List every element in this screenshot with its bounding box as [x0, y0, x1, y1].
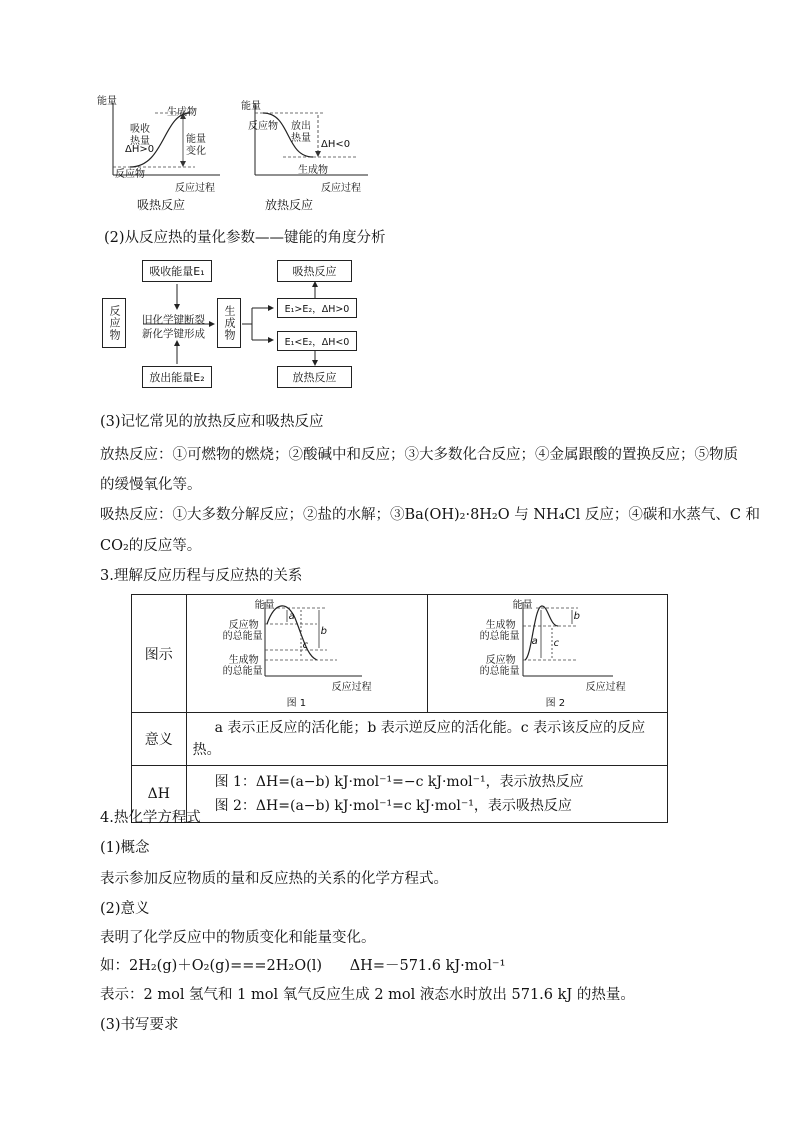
bond-form-label: 新化学键形成	[142, 328, 205, 340]
section-2-heading: (2)从反应热的量化参数——键能的角度分析	[104, 230, 386, 246]
release-label-2: 热量	[291, 133, 311, 144]
c-label: c	[302, 639, 309, 651]
example-explanation: 表示：2 mol 氢气和 1 mol 氧气反应生成 2 mol 液态水时放出 571.6 kJ 的热量。	[100, 987, 635, 1003]
figure-1-plot	[187, 596, 427, 712]
x-axis-label: 反应过程	[331, 681, 372, 693]
figure-caption: 图 1	[286, 697, 307, 709]
change-label-1: 能量	[186, 134, 206, 145]
product-label: 生成物	[167, 107, 197, 118]
top-label-2: 的总能量	[479, 630, 520, 642]
release-label-3: ΔH<0	[321, 139, 351, 150]
y-axis-label: 能量	[241, 101, 261, 112]
figure-caption: 图 2	[545, 697, 566, 709]
c-label: c	[553, 637, 560, 649]
table-row	[132, 595, 668, 713]
delta-h-line-1: 图 1：ΔH=(a−b) kJ·mol⁻¹=−c kJ·mol⁻¹，表示放热反应	[214, 774, 584, 790]
row-label-delta-h: ΔH	[132, 766, 187, 823]
release-label-1: 放出	[291, 121, 311, 132]
top-label-2: 的总能量	[222, 630, 263, 642]
table-row	[132, 766, 668, 823]
meaning-heading: (2)意义	[100, 901, 150, 917]
y-axis-label: 能量	[254, 599, 275, 611]
row-label-meaning: 意义	[132, 713, 187, 766]
top-label-1: 生成物	[485, 619, 516, 631]
reactant-label: 反应物	[115, 169, 145, 180]
exo-condition-box: E₁<E₂，ΔH<0	[277, 331, 357, 351]
b-label: b	[573, 610, 580, 622]
absorb-label-2: 热量	[130, 136, 150, 147]
section-3-main-heading: 3.理解反应历程与反应热的关系	[100, 568, 303, 584]
absorb-label-1: 吸收	[130, 124, 150, 135]
endo-reactions-line-1: 吸热反应：①大多数分解反应；②盐的水解；③Ba(OH)₂·8H₂O 与 NH₄Cl 反应；④碳和水蒸气、C 和	[100, 507, 761, 523]
exo-reactions-line-2: 的缓慢氧化等。	[100, 477, 202, 493]
y-axis-label: 能量	[97, 96, 117, 107]
absorb-energy-box: 吸收能量E₁	[142, 260, 212, 282]
absorb-label-3: ΔH>0	[125, 144, 155, 155]
x-axis-label: 反应过程	[175, 183, 215, 194]
reactant-label: 反应物	[248, 121, 278, 132]
figure-2-cell	[427, 595, 667, 713]
release-energy-box: 放出能量E₂	[142, 366, 212, 388]
x-axis-label: 反应过程	[321, 183, 361, 194]
bond-break-label: 旧化学键断裂	[142, 314, 205, 326]
concept-heading: (1)概念	[100, 840, 150, 856]
product-label: 生成物	[298, 165, 328, 176]
endo-condition-box: E₁>E₂，ΔH>0	[277, 298, 357, 318]
bottom-label-2: 的总能量	[222, 665, 263, 677]
figure-2-plot	[428, 596, 662, 712]
writing-requirements-heading: (3)书写要求	[100, 1017, 179, 1033]
bond-energy-flowchart	[100, 258, 370, 390]
concept-text: 表示参加反应物质的量和反应热的关系的化学方程式。	[100, 871, 448, 887]
bottom-label-1: 生成物	[228, 654, 259, 666]
endo-reactions-line-2: CO₂的反应等。	[100, 538, 202, 554]
table-row	[132, 713, 668, 766]
exothermic-box: 放热反应	[277, 366, 352, 388]
y-axis-label: 能量	[512, 599, 533, 611]
product-box: 生成物	[217, 298, 241, 348]
figure-1-cell	[186, 595, 427, 713]
top-label-1: 反应物	[228, 619, 259, 631]
section-4-heading: 4.热化学方程式	[100, 810, 201, 826]
delta-h-line-2: 图 2：ΔH=(a−b) kJ·mol⁻¹=c kJ·mol⁻¹，表示吸热反应	[214, 798, 572, 814]
endothermic-diagram	[95, 95, 225, 215]
example-equation: 如：2H₂(g)＋O₂(g)===2H₂O(l) ΔH=－571.6 kJ·mol⁻¹	[100, 958, 506, 974]
caption: 吸热反应	[137, 198, 186, 212]
meaning-line-1: a 表示正反应的活化能；b 表示逆反应的活化能。c 表示该反应的反应	[214, 720, 646, 736]
reaction-process-table	[131, 594, 668, 823]
a-label: a	[531, 635, 538, 647]
bottom-label-1: 反应物	[485, 654, 516, 666]
meaning-text: 表明了化学反应中的物质变化和能量变化。	[100, 930, 376, 946]
section-3-heading: (3)记忆常见的放热反应和吸热反应	[100, 414, 324, 430]
meaning-cell	[186, 713, 667, 766]
x-axis-label: 反应过程	[585, 681, 626, 693]
change-label-2: 变化	[186, 146, 206, 157]
endothermic-box: 吸热反应	[277, 260, 352, 282]
exo-reactions-line-1: 放热反应：①可燃物的燃烧；②酸碱中和反应；③大多数化合反应；④金属跟酸的置换反应；⑤物质	[100, 447, 738, 463]
reactant-box: 反应物	[102, 298, 126, 348]
caption: 放热反应	[265, 198, 314, 212]
delta-h-cell	[186, 766, 667, 823]
bottom-label-2: 的总能量	[479, 665, 520, 677]
exothermic-diagram	[243, 95, 373, 215]
b-label: b	[320, 625, 327, 637]
meaning-line-2: 热。	[192, 742, 221, 758]
a-label: a	[288, 610, 295, 622]
row-label-figure: 图示	[132, 595, 187, 713]
